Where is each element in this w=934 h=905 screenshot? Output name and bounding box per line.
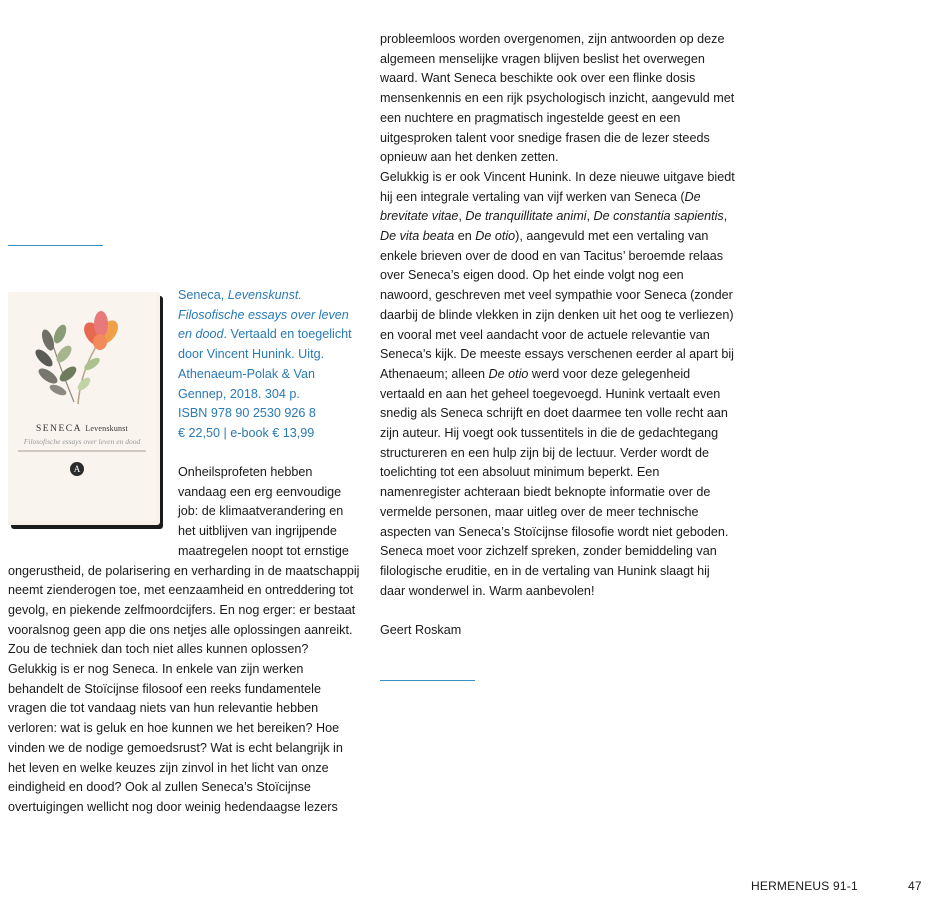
biblio-text: € 22,50 | e-book € 13,99 [178, 425, 315, 440]
section-rule-bottom [380, 680, 475, 681]
paragraph-text: en [454, 229, 476, 244]
biblio-line [178, 325, 363, 345]
biblio-text: ISBN 978 90 2530 926 8 [178, 406, 316, 421]
biblio-line [178, 286, 363, 306]
publisher-logo: A [70, 462, 84, 476]
page-number: 47 [908, 879, 922, 893]
work-title: De otio [475, 229, 516, 244]
biblio-text: en dood [178, 327, 224, 342]
paragraph-text: ), aangevuld met een vertaling van enkele brieven over de dood en van Tacitus’ beroemde relaas over Seneca’s eigen dood. Op het einde volgt nog een nawoord, geschreven met veel sympathie voor Seneca (zonder daarbij de blinde vlekken in zijn denken uit het oog te verliezen) en vooral met veel aandacht voor de actuele relevantie van Seneca’s kijk. De meeste essays verschenen eerder al apart bij Athenaeum; alleen [380, 229, 734, 381]
cover-subtitle: Filosofische essays over leven en dood [23, 437, 141, 446]
biblio-line [178, 404, 363, 424]
biblio-text: Seneca, [178, 288, 228, 302]
book-bibliography [178, 286, 363, 444]
paragraph-text: , [723, 209, 728, 224]
work-title: De tranquillitate animi [465, 209, 587, 224]
left-column-text [8, 463, 360, 818]
paragraph-text: , [586, 209, 594, 224]
paragraph-text: Gelukkig is er ook Vincent Hunink. In deze nieuwe uitgave biedt hij een integrale vertaling van vijf werken van Seneca ( [380, 169, 735, 204]
cover-translator-line [18, 450, 146, 452]
work-title: De constantia sapientis [593, 209, 724, 224]
work-title: De otio [488, 366, 529, 381]
author-name: Geert Roskam [380, 623, 462, 638]
biblio-text: . Vertaald en toegelicht [223, 327, 352, 342]
journal-name: HERMENEUS 91-1 [751, 879, 858, 893]
biblio-line [178, 345, 363, 365]
continued-paragraph: probleemloos worden overgenomen, zijn antwoorden op deze algemeen menselijke vragen blijven beslist het overwegen waard. Want Seneca beschikte ook over een flinke dosis mensenkennis en een rijk psychologisch inzicht, aangevuld met een nuchtere en pragmatisch ingestelde geest en een uitgesproken talent voor snedige frasen die de lezer steeds opnieuw aan het denken zetten. [380, 32, 735, 165]
work-title: De vita beata [380, 229, 455, 244]
second-paragraph: Gelukkig is er nog Seneca. In enkele van zijn werken behandelt de Stoïcijnse filosoof een reeks fundamentele vragen die tot vandaag niets van hun relevantie hebben verloren: wat is geluk en hoe kunnen we het bereiken? Hoe vinden we de nodige gemoedsrust? Wat is echt belangrijk in het leven en welke keuzes zijn zinvol in het licht van onze eindigheid en dood? Ook al zullen Seneca’s Stoïcijnse overtuigingen wellicht nog door weinig hedendaagse lezers [8, 662, 343, 814]
biblio-line [178, 424, 363, 444]
biblio-text: Levenskunst. [227, 288, 302, 302]
biblio-line [178, 306, 363, 326]
right-column-text [380, 30, 736, 641]
biblio-text: Athenaeum-Polak & Van [178, 366, 315, 381]
section-rule-top [8, 245, 103, 246]
flower-illustration [8, 292, 156, 422]
biblio-text: Filosofische essays over leven [178, 307, 349, 322]
biblio-text: Gennep, 2018. 304 p. [178, 386, 300, 401]
biblio-text: door Vincent Hunink. Uitg. [178, 347, 325, 362]
work-title: De brevitate vitae [380, 189, 701, 224]
paragraph-text: , [458, 209, 466, 224]
biblio-line [178, 385, 363, 405]
intro-paragraph: Onheilsprofeten hebben vandaag een erg eenvoudige job: de klimaatverandering en het uitblijven van ingrijpende maatregelen noopt tot ernstige ongerustheid, de polarisering en verharding in de maatschappij neemt zienderogen toe, met eenzaamheid en ontreddering tot gevolg, en piekende zelfmoordcijfers. En nog erger: er bestaat vooralsnog geen app die ons netjes alle oplossingen aanreikt. Zou de techniek dan toch niet alles kunnen oplossen? [8, 465, 360, 657]
cover-title: SENECA Levenskunst [36, 424, 128, 434]
paragraph-text: werd voor deze gelegenheid vertaald en aan het geheel toegevoegd. Hunink vertaalt even snedig als Seneca schrijft en doet daarmee ten volle recht aan zijn auteur. Hij voegt ook tussentitels in die de gedachtegang structureren en een hulp zijn bij de lectuur. Verder wordt de toelichting tot een absoluut minimum beperkt. Een namenregister achteraan biedt beknopte informatie over de vermelde personen, maar uitleg over de meer technische aspecten van Seneca’s Stoïcijnse filosofie wordt niet geboden. Seneca moet voor zichzelf spreken, zonder bemiddeling van filologische eruditie, en in de vertaling van Hunink slaagt hij daar wonderwel in. Warm aanbevolen! [380, 366, 729, 598]
hunink-paragraph [380, 168, 736, 601]
biblio-line [178, 365, 363, 385]
